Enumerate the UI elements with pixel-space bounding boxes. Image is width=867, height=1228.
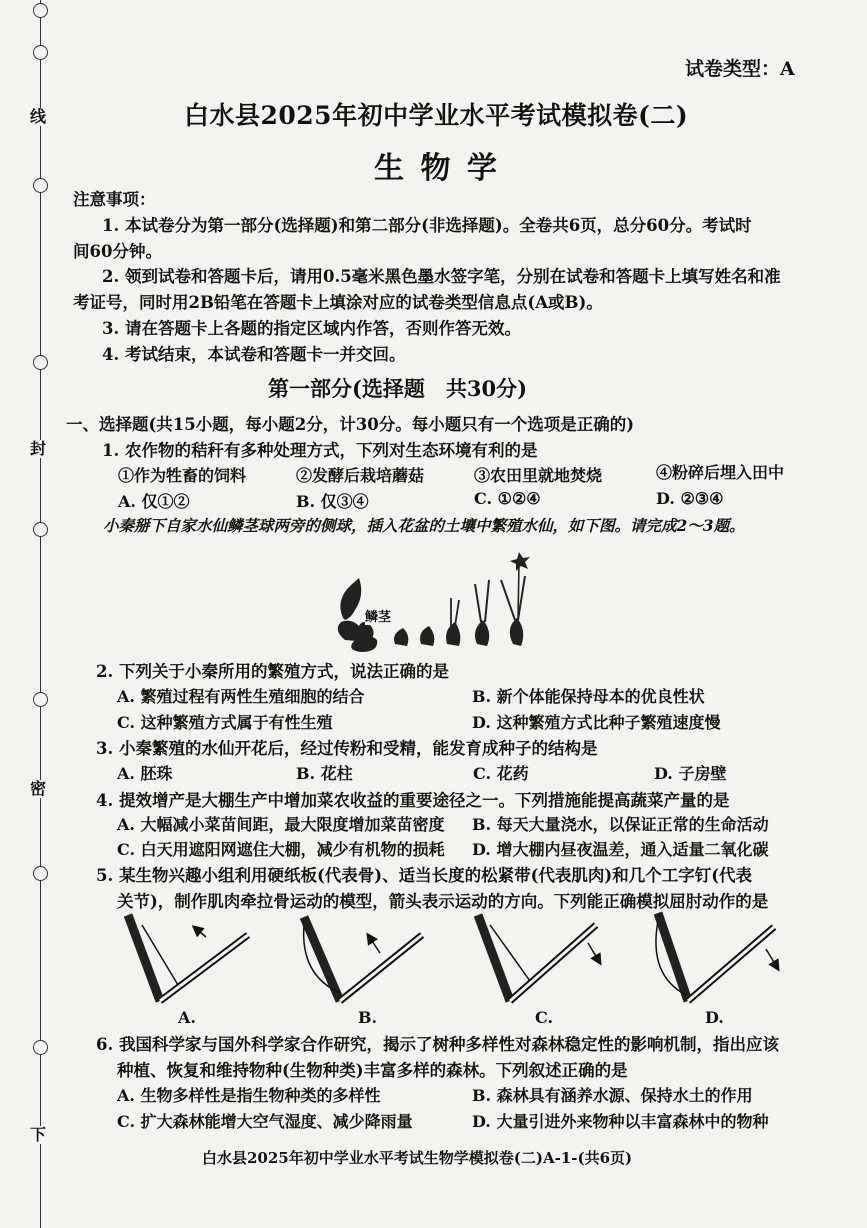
q6-option-d: D. 大量引进外来物种以丰富森林中的物种	[472, 1112, 769, 1131]
q4-option-c: C. 白天用遮阳网遮住大棚，减少有机物的损耗	[117, 840, 445, 859]
paper-type: 试卷类型：A	[685, 58, 795, 80]
section-intro: 一、选择题(共15小题，每小题2分，计30分。每小题只有一个选项是正确的)	[66, 415, 635, 434]
q5-label-d: D.	[705, 1008, 724, 1027]
binding-hole	[33, 1040, 48, 1055]
q2-option-b: B. 新个体能保持母本的优良性状	[472, 687, 705, 706]
model-b	[304, 917, 422, 1001]
margin-char-xia: 下	[30, 1125, 47, 1144]
q1-option-a: A. 仅①②	[118, 492, 190, 511]
q1-option-c: C. ①②④	[474, 489, 541, 508]
notice-item: 4. 考试结束，本试卷和答题卡一并交回。	[102, 345, 406, 364]
q1-option-d: D. ②③④	[656, 489, 724, 508]
q1-stem: 1. 农作物的秸秆有多种处理方式，下列对生态环境有利的是	[102, 441, 538, 460]
margin-char-feng: 封	[30, 439, 47, 458]
margin-char-xian: 线	[30, 107, 47, 126]
context-2-3: 小秦掰下自家水仙鳞茎球两旁的侧球，插入花盆的土壤中繁殖水仙，如下图。请完成2～3题。	[103, 516, 745, 535]
notice-item: 考证号，同时用2B铅笔在答题卡上填涂对应的试卷类型信息点(A或B)。	[73, 293, 603, 312]
q2-stem: 2. 下列关于小秦所用的繁殖方式，说法正确的是	[96, 662, 449, 681]
q6-option-a: A. 生物多样性是指生物种类的多样性	[117, 1086, 381, 1105]
q4-option-d: D. 增大棚内昼夜温差，通入适量二氧化碳	[472, 840, 769, 859]
q6-stem: 6. 我国科学家与国外科学家合作研究，揭示了树种多样性对森林稳定性的影响机制，指出应该	[96, 1035, 779, 1054]
narcissus-propagation-figure	[325, 540, 555, 655]
notice-heading: 注意事项：	[73, 190, 156, 209]
model-d	[656, 913, 778, 1001]
binding-hole	[33, 522, 48, 537]
binding-hole	[33, 692, 48, 707]
q4-option-a: A. 大幅减小菜苗间距，最大限度增加菜苗密度	[117, 815, 445, 834]
q3-option-b: B. 花柱	[296, 764, 353, 783]
bulb-label: 鳞茎	[365, 606, 391, 625]
notice-item: 间60分钟。	[73, 242, 162, 261]
q5-label-c: C.	[535, 1008, 554, 1027]
q6-stem: 种植、恢复和维持物种(生物种类)丰富多样的森林。下列叙述正确的是	[117, 1061, 628, 1080]
q3-option-d: D. 子房壁	[654, 764, 727, 783]
binding-hole	[33, 355, 48, 370]
margin-char-mi: 密	[30, 779, 47, 798]
q3-option-a: A. 胚珠	[117, 764, 173, 783]
subject-title: 生 物 学	[374, 151, 500, 186]
q5-label-a: A.	[178, 1008, 196, 1027]
q4-stem: 4. 提效增产是大棚生产中增加菜农收益的重要途径之一。下列措施能提高蔬菜产量的是	[96, 791, 730, 810]
q3-option-c: C. 花药	[473, 764, 529, 783]
part1-title: 第一部分(选择题 共30分)	[268, 376, 528, 401]
q4-option-b: B. 每天大量浇水，以保证正常的生命活动	[472, 815, 769, 834]
model-a	[128, 915, 248, 1001]
binding-hole	[33, 866, 48, 881]
binding-hole	[33, 3, 48, 18]
notice-item: 1. 本试卷分为第一部分(选择题)和第二部分(非选择题)。全卷共6页，总分60分。考试时	[102, 216, 752, 235]
binding-hole	[33, 178, 48, 193]
notice-item: 2. 领到试卷和答题卡后，请用0.5毫米黑色墨水签字笔，分别在试卷和答题卡上填写姓名和准	[102, 267, 781, 286]
muscle-bone-models	[118, 905, 818, 1015]
q2-option-d: D. 这种繁殖方式比种子繁殖速度慢	[472, 713, 721, 732]
q5-stem: 关节)，制作肌肉牵拉骨运动的模型，箭头表示运动的方向。下列能正确模拟屈肘动作的是	[117, 892, 769, 911]
binding-hole	[33, 45, 48, 60]
q5-label-b: B.	[358, 1008, 378, 1027]
q1-item: ②发酵后栽培蘑菇	[296, 466, 425, 485]
q6-option-b: B. 森林具有涵养水源、保持水土的作用	[472, 1086, 753, 1105]
q1-item: ③农田里就地焚烧	[474, 466, 603, 485]
model-c	[478, 915, 600, 1001]
notice-item: 3. 请在答题卡上各题的指定区域内作答，否则作答无效。	[102, 319, 521, 338]
page-footer: 白水县2025年初中学业水平考试生物学模拟卷(二)A-1-(共6页)	[202, 1149, 633, 1167]
q1-item: ①作为牲畜的饲料	[118, 466, 247, 485]
exam-title: 白水县2025年初中学业水平考试模拟卷(二)	[184, 101, 689, 130]
q1-option-b: B. 仅③④	[296, 492, 369, 511]
q3-stem: 3. 小秦繁殖的水仙开花后，经过传粉和受精，能发育成种子的结构是	[96, 739, 598, 758]
q2-option-a: A. 繁殖过程有两性生殖细胞的结合	[117, 687, 365, 706]
q6-option-c: C. 扩大森林能增大空气湿度、减少降雨量	[117, 1112, 413, 1131]
q2-option-c: C. 这种繁殖方式属于有性生殖	[117, 713, 333, 732]
q1-item: ④粉碎后埋入田中	[656, 463, 785, 482]
q5-stem: 5. 某生物兴趣小组利用硬纸板(代表骨)、适当长度的松紧带(代表肌肉)和几个工字钉(代表	[96, 866, 753, 885]
